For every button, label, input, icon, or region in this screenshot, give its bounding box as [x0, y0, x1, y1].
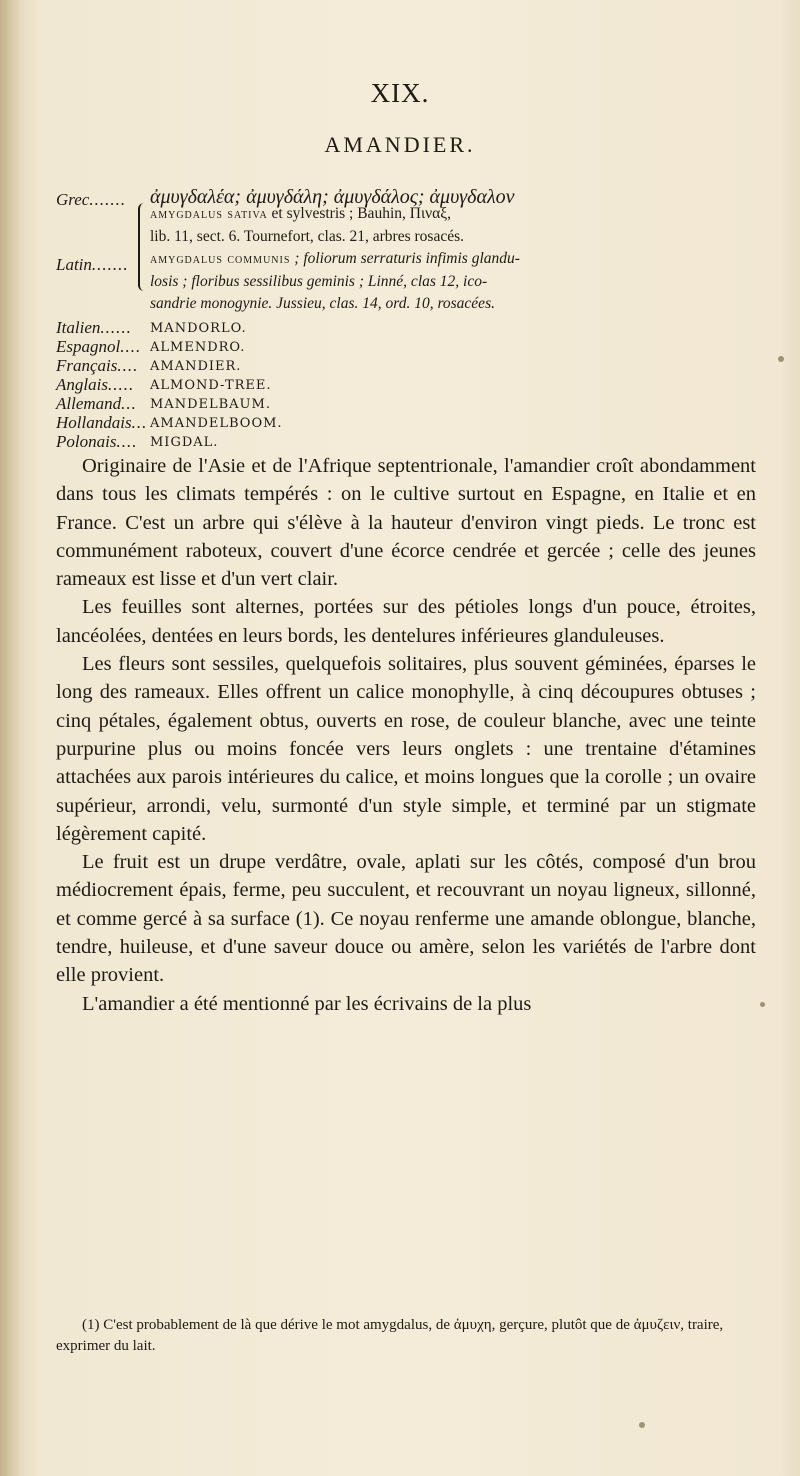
foxing-spot — [778, 356, 784, 362]
paragraph-writers: L'amandier a été mentionné par les écrivains de la plus — [82, 992, 532, 1015]
latin-line-1: amygdalus sativa et sylvestris ; Bauhin, Πιναξ, — [150, 205, 452, 222]
name-value: MANDORLO. — [150, 321, 247, 336]
name-label: Français — [56, 356, 118, 375]
greek-names: ἀμυγδαλέα; ἀμυγδάλη; ἀμυγδάλος; ἀμυγδαλον — [150, 186, 515, 208]
name-value: AMANDELBOOM. — [150, 416, 283, 431]
name-label: Anglais — [56, 375, 108, 394]
foxing-spot — [639, 1422, 645, 1428]
latin-names-block — [150, 203, 760, 315]
paragraph-flowers: Les fleurs sont sessiles, quelquefois solitaires, plus souvent géminées, éparses le long des rameaux. Elles offrent un calice monophylle, à cinq découpures obtuses ; cinq pétales, également obtus, ouverts en rose, de couleur blanche, avec une teinte purpurine plus ou moins foncée vers leurs onglets : une trentaine d'étamines attachées aux parois intérieures du calice, et moins longues que la corolle ; un ovaire supérieur, arrondi, velu, surmonté d'un style simple, et terminé par un stigmate légèrement capité. — [56, 653, 756, 845]
name-value: MIGDAL. — [150, 435, 219, 450]
paragraph-origin: Originaire de l'Asie et de l'Afrique septentrionale, l'amandier croît abondamment dans tous les climats tempérés : on le cultive surtout en Espagne, en Italie et en France. C'est un arbre qui s'élève à la hauteur d'environ vingt pieds. Le tronc est communément raboteux, couvert d'une écorce cendrée et gercée ; celle des jeunes rameaux est lisse et d'un vert clair. — [56, 455, 756, 591]
paragraph-fruit: Le fruit est un drupe verdâtre, ovale, aplati sur les côtés, composé d'un brou médiocrement épais, ferme, peu succulent, et recouvrant un noyau ligneux, sillonné, et comme gercé à sa surface (1). Ce noyau renferme une amande oblongue, blanche, tendre, huileuse, et d'une saveur douce ou amère, selon les variétés de l'arbre dont elle provient. — [56, 851, 756, 987]
latin-label: Latin....... — [56, 255, 129, 274]
greek-label: Grec....... — [56, 190, 127, 209]
name-value: ALMENDRO. — [150, 340, 246, 355]
paragraph-leaves: Les feuilles sont alternes, portées sur des pétioles longs d'un pouce, étroites, lancéolées, dentées en leurs bords, les dentelures inférieures glanduleuses. — [56, 596, 756, 647]
name-label: Allemand — [56, 394, 122, 413]
latin-line-5: sandrie monogynie. Jussieu, clas. 14, ord. 10, rosacées. — [150, 295, 495, 312]
page-title: AMANDIER. — [324, 132, 476, 157]
name-value: ALMOND-TREE. — [150, 378, 272, 393]
page-folio: XIX. — [370, 78, 430, 108]
book-page: XIX. AMANDIER. Grec....... ἀμυγδαλέα; ἀμυγδάλη; ἀμυγδάλος; ἀμυγδαλον Latin....... amygdalus sativa et sylvestris ; Bauhin, Πιναξ, lib. 11, sect. 6. Tournefort, clas. 21, arbres rosacés. amygdalus communis ; foliorum serraturis infimis glandu- losis ; floribus sessilibus geminis ; Linné, clas 12, ico- sandrie monogynie. Jussieu, clas. 14, ord. 10, rosacées. Italien...... MANDORLO. Espagnol.... ALMENDRO. Français.... AMANDIER. Anglais..... ALMOND-TREE. Allemand... MANDELBAUM. Hollandais... AMANDELBOOM. Polonais.... MIGDAL. Originaire de l'Asie et de l'Afrique septentrionale, l'amandier croît abondamment dans tous les climats tempérés : on le cultive surtout en Espagne, en Italie et en France. C'est un arbre qui s'élève à la hauteur d'environ vingt pieds. Le tronc est communément raboteux, couvert d'une écorce cendrée et gercée ; celle des jeunes rameaux est lisse et d'un vert clair. Les feuilles sont alternes, portées sur des pétioles longs d'un pouce, étroites, lancéolées, dentées en leurs bords, les dentelures inférieures glanduleuses. Les fleurs sont sessiles, quelquefois solitaires, plus souvent géminées, éparses le long des rameaux. Elles offrent un calice monophylle, à cinq découpures obtuses ; cinq pétales, également obtus, ouverts en rose, de couleur blanche, avec une teinte purpurine plus ou moins foncée vers leurs onglets : une trentaine d'étamines attachées aux parois intérieures du calice, et moins longues que la corolle ; un ovaire supérieur, arrondi, velu, surmonté d'un style simple, et terminé par un stigmate légèrement capité. Le fruit est un drupe verdâtre, ovale, aplati sur les côtés, composé d'un brou médiocrement épais, ferme, peu succulent, et recouvrant un noyau ligneux, sillonné, et comme gercé à sa surface (1). Ce noyau renferme une amande oblongue, blanche, tendre, huileuse, et d'une saveur douce ou amère, selon les variétés de l'arbre dont elle provient. L'amandier a été mentionné par les écrivains de la plus (1) C'est probablement de là que dérive le mot amygdalus, de ἀμυχη, gerçure, plutôt que de ἀμυζειν, traire, exprimer du lait. — [0, 0, 800, 1476]
latin-line-3: amygdalus communis ; foliorum serraturis infimis glandu- — [150, 250, 520, 267]
name-value: AMANDIER. — [150, 359, 242, 374]
body-text — [56, 452, 756, 1018]
name-label: Polonais — [56, 432, 117, 451]
footnote: (1) C'est probablement de là que dérive le mot amygdalus, de ἀμυχη, gerçure, plutôt que de ἀμυζειν, traire, exprimer du lait. — [56, 1317, 724, 1354]
latin-brace — [138, 203, 148, 291]
foxing-spot — [760, 1002, 765, 1007]
latin-line-4: losis ; floribus sessilibus geminis ; Linné, clas 12, ico- — [150, 273, 488, 290]
name-value: MANDELBAUM. — [150, 397, 271, 412]
name-label: Hollandais — [56, 413, 132, 432]
name-label: Italien — [56, 318, 101, 337]
name-label: Espagnol — [56, 337, 121, 356]
page-spine-shadow — [0, 0, 22, 1476]
latin-line-2: lib. 11, sect. 6. Tournefort, clas. 21, arbres rosacés. — [150, 228, 464, 245]
